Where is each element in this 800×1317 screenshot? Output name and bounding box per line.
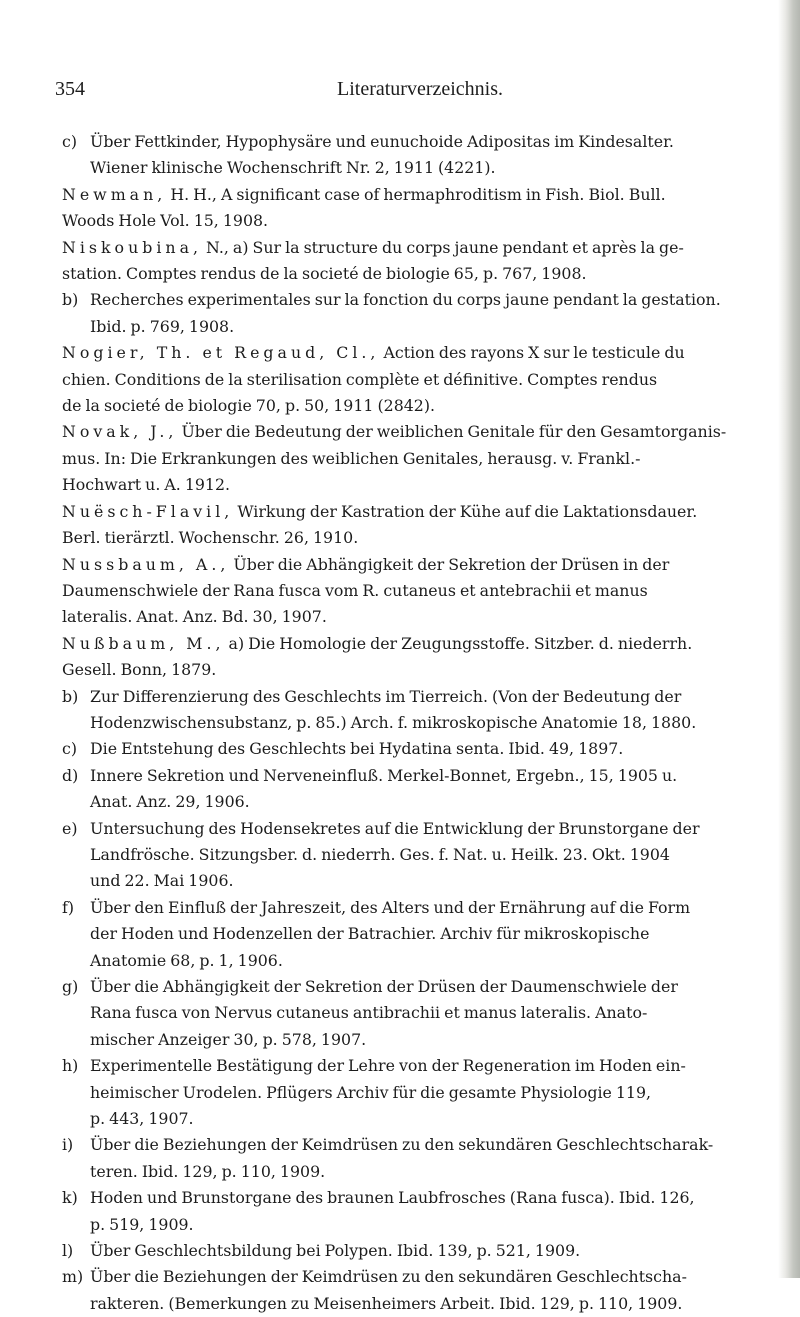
reference-entry <box>62 974 750 1053</box>
author-name: Novak, J., <box>62 422 178 442</box>
reference-line: Action des rayons X sur le testicule du <box>379 343 685 363</box>
author-name: Niskoubina, <box>62 237 203 257</box>
reference-line: station. Comptes rendus de la societé de biologie 65, p. 767, 1908. <box>62 264 587 284</box>
reference-line: Über die Abhängigkeit der Sekretion der Drüsen der Daumenschwiele der <box>90 977 678 996</box>
reference-line: Ibid. p. 769, 1908. <box>90 316 235 336</box>
reference-line: Woods Hole Vol. 15, 1908. <box>62 211 269 231</box>
reference-line: Über die Bedeutung der weiblichen Genitale für den Gesamtorganis- <box>177 422 727 442</box>
reference-line: Berl. tierärztl. Wochenschr. 26, 1910. <box>62 528 359 548</box>
reference-line: N., a) Sur la structure du corps jaune pendant et après la ge- <box>202 237 684 257</box>
reference-line: der Hoden und Hodenzellen der Batrachier. Archiv für mikroskopische <box>90 924 650 944</box>
reference-line: chien. Conditions de la sterilisation complète et définitive. Comptes rendus <box>62 369 658 389</box>
reference-entry <box>62 684 750 737</box>
reference-line: a) Die Homologie der Zeugungsstoffe. Sitzber. d. niederrh. <box>224 633 693 653</box>
reference-line: mus. In: Die Erkrankungen des weiblichen Genitales, herausg. v. Frankl.- <box>62 448 641 468</box>
reference-line: Experimentelle Bestätigung der Lehre von der Regeneration im Hoden ein- <box>90 1056 686 1076</box>
reference-line: Rana fusca von Nervus cutaneus antibrachii et manus lateralis. Anato- <box>90 1003 648 1023</box>
reference-line: mischer Anzeiger 30, p. 578, 1907. <box>90 1029 367 1049</box>
reference-line: Landfrösche. Sitzungsber. d. niederrh. Ges. f. Nat. u. Heilk. 23. Okt. 1904 <box>90 844 670 864</box>
reference-entry <box>62 552 750 631</box>
reference-entry <box>62 895 750 974</box>
reference-entry <box>62 1132 750 1185</box>
reference-line: Über Fettkinder, Hypophysäre und eunuchoide Adipositas im Kindesalter. <box>90 132 674 151</box>
reference-line: Daumenschwiele der Rana fusca vom R. cutaneus et antebrachii et manus <box>62 580 648 600</box>
sub-entry-label: c) <box>62 132 78 151</box>
author-name: Nußbaum, M., <box>62 633 225 653</box>
sub-entry-label: l) <box>62 1241 74 1261</box>
reference-line: de la societé de biologie 70, p. 50, 1911 (2842). <box>62 396 436 416</box>
sub-entry-label: k) <box>62 1188 78 1208</box>
reference-line: lateralis. Anat. Anz. Bd. 30, 1907. <box>62 607 327 627</box>
reference-entry <box>62 340 750 419</box>
reference-line: Über den Einfluß der Jahreszeit, des Alters und der Ernährung auf die Form <box>90 897 691 917</box>
sub-entry-label: b) <box>62 290 79 310</box>
sub-entry-label: h) <box>62 1056 79 1076</box>
reference-entry <box>62 419 750 498</box>
reference-line: p. 443, 1907. <box>90 1109 194 1129</box>
reference-entry <box>62 1238 750 1264</box>
reference-entry <box>62 736 750 762</box>
reference-line: Untersuchung des Hodensekretes auf die Entwicklung der Brunstorgane der <box>90 818 700 838</box>
reference-line: Recherches experimentales sur la fonction du corps jaune pendant la gestation. <box>90 290 721 310</box>
reference-line: Innere Sekretion und Nerveneinfluß. Merkel-Bonnet, Ergebn., 15, 1905 u. <box>90 765 678 785</box>
reference-line: Die Entstehung des Geschlechts bei Hydatina senta. Ibid. 49, 1897. <box>90 739 624 759</box>
reference-line: Über die Abhängigkeit der Sekretion der Drüsen in der <box>229 554 670 574</box>
reference-entry <box>62 1264 750 1317</box>
reference-line: und 22. Mai 1906. <box>90 871 234 891</box>
sub-entry-label: b) <box>62 686 79 706</box>
reference-line: Über die Beziehungen der Keimdrüsen zu den sekundären Geschlechtscha- <box>90 1267 687 1287</box>
reference-line: Zur Differenzierung des Geschlechts im Tierreich. (Von der Bedeutung der <box>90 686 682 706</box>
reference-line: H. H., A significant case of hermaphroditism in Fish. Biol. Bull. <box>166 184 666 204</box>
reference-entry <box>62 235 750 288</box>
sub-entry-label: g) <box>62 977 79 996</box>
reference-entry <box>62 631 750 684</box>
sub-entry-label: e) <box>62 818 78 838</box>
page-header <box>55 78 745 108</box>
reference-entry <box>62 182 750 235</box>
reference-entry <box>62 1053 750 1132</box>
reference-line: Gesell. Bonn, 1879. <box>62 660 217 680</box>
reference-line: Über Geschlechtsbildung bei Polypen. Ibid. 139, p. 521, 1909. <box>90 1241 581 1261</box>
reference-entry <box>62 763 750 816</box>
reference-entry <box>62 1185 750 1238</box>
reference-entry <box>62 499 750 552</box>
reference-entry <box>62 816 750 895</box>
author-name: Nogier, Th. et Regaud, Cl., <box>62 343 380 363</box>
reference-line: rakteren. (Bemerkungen zu Meisenheimers Arbeit. Ibid. 129, p. 110, 1909. <box>90 1293 683 1313</box>
reference-line: Wirkung der Kastration der Kühe auf die Laktationsdauer. <box>233 501 698 521</box>
reference-line: p. 519, 1909. <box>90 1214 194 1234</box>
sub-entry-label: m) <box>62 1267 84 1287</box>
author-name: Nuësch-Flavil, <box>62 501 234 521</box>
author-name: Newman, <box>62 184 167 204</box>
sub-entry-label: d) <box>62 765 79 785</box>
reference-line: heimischer Urodelen. Pflügers Archiv für die gesamte Physiologie 119, <box>90 1082 652 1102</box>
sub-entry-label: c) <box>62 739 78 759</box>
reference-line: Hochwart u. A. 1912. <box>62 475 231 495</box>
reference-entry <box>62 129 750 182</box>
author-name: Nussbaum, A., <box>62 554 230 574</box>
reference-line: Anatomie 68, p. 1, 1906. <box>90 950 283 970</box>
page-edge-shadow <box>778 0 800 1278</box>
reference-line: Anat. Anz. 29, 1906. <box>90 792 250 812</box>
reference-entry <box>62 287 750 340</box>
reference-list <box>62 129 750 1317</box>
running-title: Literaturverzeichnis. <box>337 78 504 100</box>
page-number: 354 <box>55 78 85 100</box>
reference-line: Hoden und Brunstorgane des braunen Laubfrosches (Rana fusca). Ibid. 126, <box>90 1188 695 1208</box>
reference-line: Wiener klinische Wochenschrift Nr. 2, 1911 (4221). <box>90 158 496 178</box>
sub-entry-label: f) <box>62 897 75 917</box>
reference-line: teren. Ibid. 129, p. 110, 1909. <box>90 1161 326 1181</box>
sub-entry-label: i) <box>62 1135 74 1155</box>
reference-line: Hodenzwischensubstanz, p. 85.) Arch. f. mikroskopische Anatomie 18, 1880. <box>90 712 697 732</box>
reference-line: Über die Beziehungen der Keimdrüsen zu den sekundären Geschlechtscharak- <box>90 1135 714 1155</box>
